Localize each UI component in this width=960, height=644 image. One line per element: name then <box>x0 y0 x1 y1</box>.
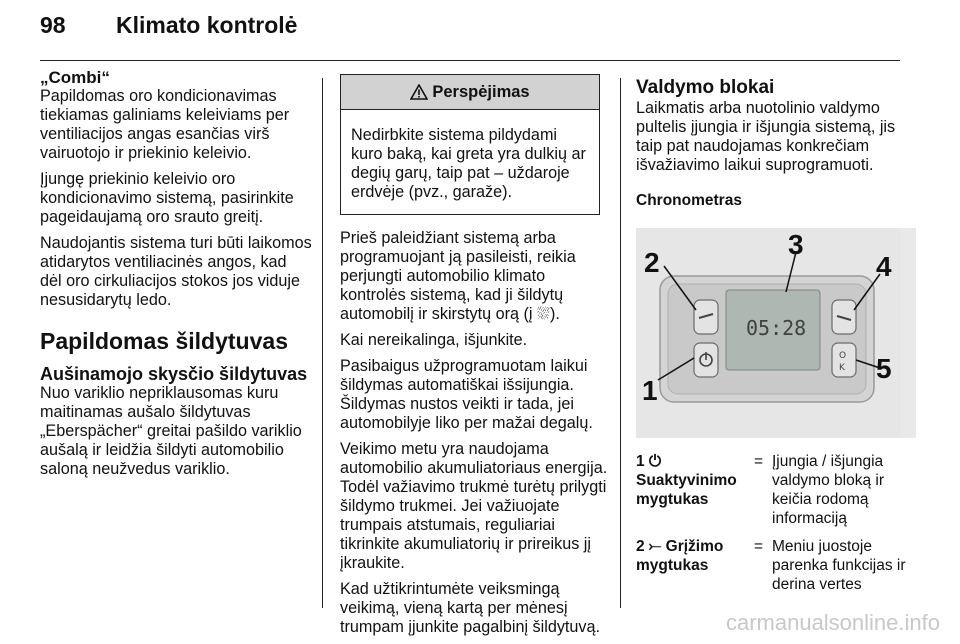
forward-button[interactable] <box>832 300 856 334</box>
legend-row <box>636 452 906 528</box>
combi-heading: „Combi“ <box>40 68 110 87</box>
warning-text: Nedirbkite sistema pildydami kuro baką, kai greta yra dulkių ar degių garų, taip pat – uždaroje erdvėje (pvz., garaže). <box>351 126 586 201</box>
middle-column <box>340 74 608 644</box>
callout-1: 1 <box>642 375 658 406</box>
legend-definition: Įjungia / išjungia valdymo bloką ir keičia rodomą informaciją <box>772 453 884 527</box>
chronometer-heading: Chronometras <box>636 192 742 209</box>
legend-term: 2 ⤚ Grįžimo mygtukas <box>636 538 724 574</box>
warning-triangle-icon <box>410 84 428 100</box>
coolant-heater-paragraph: Nuo variklio nepriklausomas kuru maitinamas aušalo šildytuvas „Eberspächer“ greitai pašildo variklio aušalą ir leidžia šildyti automobilio saloną neužvedus variklio. <box>40 384 302 478</box>
column-divider-2 <box>620 78 621 608</box>
warning-header <box>341 75 599 110</box>
legend-equals: = <box>754 538 764 555</box>
legend-definition: Meniu juostoje parenka funkcijas ir derina vertes <box>772 538 906 593</box>
legend-equals: = <box>754 453 764 470</box>
combi-paragraph-1: Papildomas oro kondicionavimas tiekiamas galiniams keleiviams per ventiliacijos angas esančias virš vairuotojo ir priekinio keleivio. <box>40 87 290 162</box>
control-units-heading: Valdymo blokai <box>636 77 775 98</box>
callout-2: 2 <box>644 247 660 278</box>
header-rule <box>40 60 900 61</box>
page-title: Klimato kontrolė <box>116 12 298 38</box>
warning-box <box>340 74 600 215</box>
activation-button[interactable] <box>694 343 718 377</box>
chronometer-illustration <box>636 228 916 438</box>
page-header <box>40 12 297 39</box>
svg-text:K: K <box>839 363 845 373</box>
warning-title: Perspėjimas <box>432 82 530 101</box>
watermark: carmanualsonline.info <box>725 610 940 635</box>
callout-4: 4 <box>876 251 892 282</box>
ok-button[interactable] <box>832 343 856 377</box>
middle-paragraph-1: Prieš paleidžiant sistemą arba programuojant ją pasileisti, reikia perjungti automobilio klimato kontrolės sistemą, kad ji šildytų automobilį ir skirstytų orą (į ⛆). <box>340 229 576 323</box>
middle-paragraph-5: Kad užtikrintumėte veiksmingą veikimą, vieną kartą per mėnesį trumpam įjunkite pagalbinį šildytuvą. <box>340 580 601 636</box>
auxiliary-heater-heading: Papildomas šildytuvas <box>40 328 288 354</box>
chronometer-display-time: 05:28 <box>746 316 807 340</box>
right-column <box>636 78 906 603</box>
middle-paragraph-2: Kai nereikalinga, išjunkite. <box>340 331 528 349</box>
middle-paragraph-3: Pasibaigus užprogramuotam laikui šildymas automatiškai išsijungia. Šildymas nustos veikti ir tada, jei automobilyje liko per mažai degalų. <box>340 357 593 432</box>
left-column <box>40 68 312 486</box>
legend-term: 1 ⏻ Suaktyvinimo mygtukas <box>636 453 737 508</box>
control-units-paragraph: Laikmatis arba nuotolinio valdymo pultelis įjungia ir išjungia sistemą, jis taip pat naudojamas konkrečiam išvažiavimo laikui suprogramuoti. <box>636 99 896 174</box>
combi-paragraph-2: Įjungę priekinio keleivio oro kondicionavimo sistemą, pasirinkite pageidaujamą oro srauto greitį. <box>40 170 294 226</box>
page-number: 98 <box>40 12 66 38</box>
combi-paragraph-3: Naudojantis sistema turi būti laikomos atidarytos ventiliacinės angos, kad dėl oro cirkuliacijos stokos jos viduje nesusidarytų ledo. <box>40 234 312 309</box>
callout-5: 5 <box>876 353 892 384</box>
callout-3: 3 <box>788 229 804 260</box>
legend-row <box>636 537 906 594</box>
middle-paragraph-4: Veikimo metu yra naudojama automobilio akumuliatoriaus energija. Todėl važiavimo trukmė turėtų prilygti šildymo trukmei. Jei važiuojate trumpais atstumais, reguliariai tikrinkite akumuliatorių ir prireikus jį įkraukite. <box>340 440 608 572</box>
chronometer-device-image <box>636 228 900 438</box>
coolant-heater-heading: Aušinamojo skysčio šildytuvas <box>40 364 308 384</box>
column-divider-1 <box>322 78 323 608</box>
return-button[interactable] <box>694 300 718 334</box>
button-legend <box>636 452 906 594</box>
svg-text:O: O <box>839 351 847 361</box>
